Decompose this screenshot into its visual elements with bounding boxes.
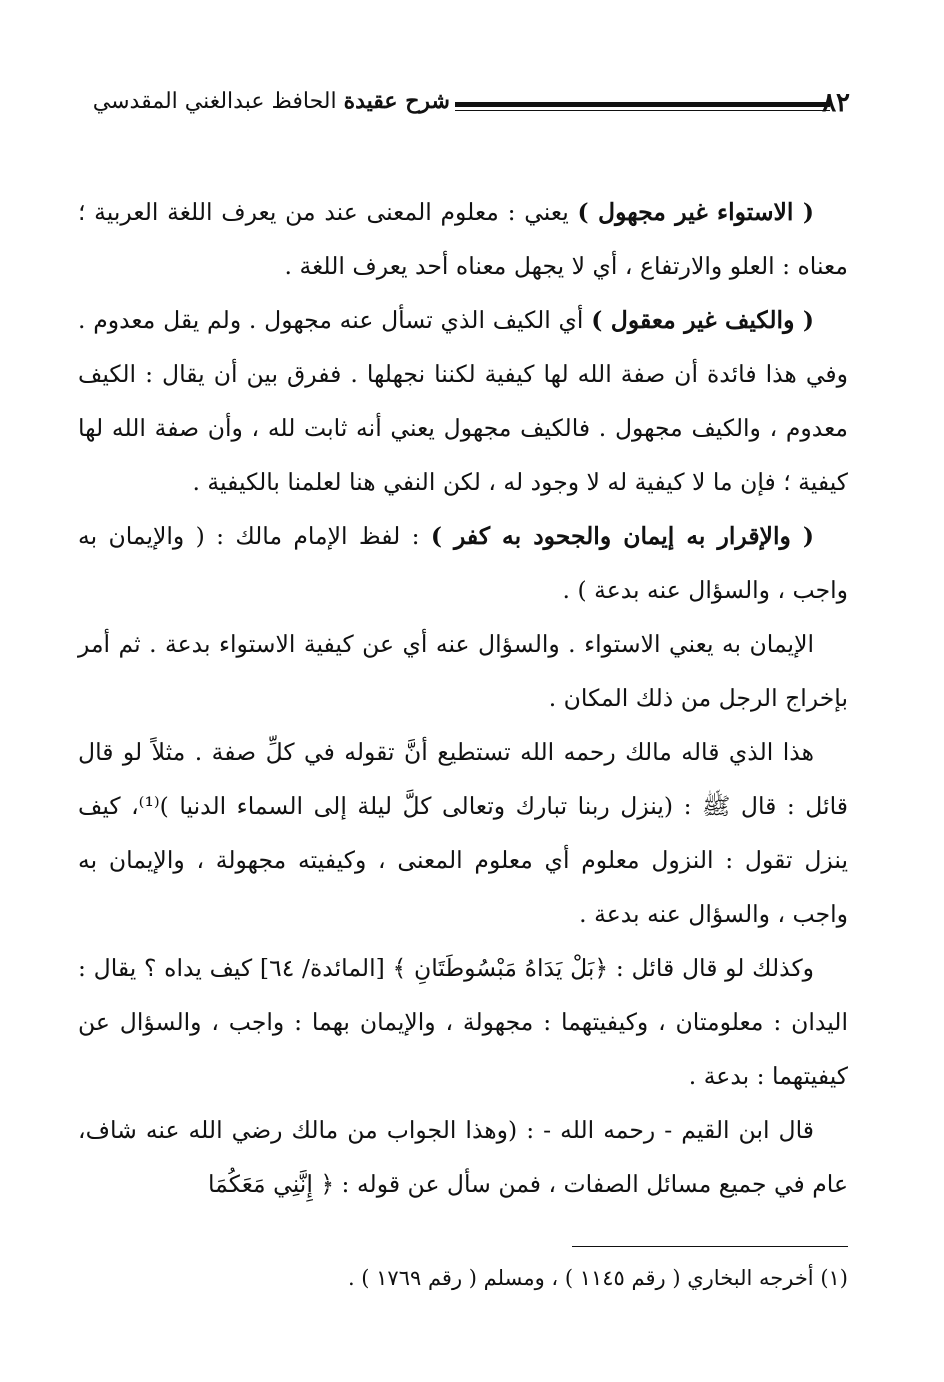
paragraph xyxy=(78,1103,848,1211)
running-title-rest: الحافظ عبدالغني المقدسي xyxy=(92,89,337,114)
paragraph xyxy=(78,185,848,293)
paragraph-lead: ( الاستواء غير مجهول ) xyxy=(577,198,815,226)
running-title xyxy=(60,88,450,114)
paragraph xyxy=(78,293,848,509)
paragraph xyxy=(78,509,848,617)
paragraph-text: : لفظ الإمام مالك : ( والإيمان به واجب ، والسؤال عنه بدعة ) . xyxy=(78,522,848,604)
page-number: ٨٢ xyxy=(822,88,850,118)
paragraph-text: وكذلك لو قال قائل : ﴿بَلْ يَدَاهُ مَبْسُوطَتَانِ ﴾ [المائدة/ ٦٤] كيف يداه ؟ يقال : اليدان : معلومتان ، وكيفيتهما : مجهولة ، والإيمان بهما : واجب ، والسؤال عن كيفيتهما : بدعة . xyxy=(78,954,848,1090)
body-text xyxy=(78,185,848,1211)
running-title-bold: شرح عقيدة xyxy=(343,88,450,114)
page-header xyxy=(60,86,850,130)
paragraph-text: قال ابن القيم - رحمه الله - : (وهذا الجواب من مالك رضي الله عنه شاف، عام في جميع مسائل الصفات ، فمن سأل عن قوله : ﴿ إِنَّنِي مَعَكُمَا xyxy=(78,1116,848,1198)
paragraph-text: الإيمان به يعني الاستواء . والسؤال عنه أي عن كيفية الاستواء بدعة . ثم أمر بإخراج الرجل من ذلك المكان . xyxy=(78,630,848,712)
paragraph-text: هذا الذي قاله مالك رحمه الله تستطيع أنَّ تقوله في كلِّ صفة . مثلاً لو قال قائل : قال ﷺ : (ينزل ربنا تبارك وتعالى كلَّ ليلة إلى السماء الدنيا )⁽¹⁾، كيف ينزل تقول : النزول معلوم أي معلوم المعنى ، وكيفيته مجهولة ، والإيمان به واجب ، والسؤال عنه بدعة . xyxy=(78,738,848,928)
paragraph xyxy=(78,941,848,1103)
header-rule xyxy=(455,102,830,111)
footnote: (١) أخرجه البخاري ( رقم ١١٤٥ ) ، ومسلم ( رقم ١٧٦٩ ) . xyxy=(347,1266,848,1290)
paragraph-text: أي الكيف الذي تسأل عنه مجهول . ولم يقل معدوم . وفي هذا فائدة أن صفة الله لها كيفية لكننا نجهلها . ففرق بين أن يقال : الكيف معدوم ، والكيف مجهول . فالكيف مجهول يعني أنه ثابت لله ، وأن صفة الله لها كيفية ؛ فإن ما لا كيفية له لا وجود له ، لكن النفي هنا لعلمنا بالكيفية . xyxy=(78,306,848,496)
paragraph xyxy=(78,617,848,725)
paragraph xyxy=(78,725,848,941)
footnote-rule xyxy=(572,1246,848,1247)
paragraph-lead: ( والإقرار به إيمان والجحود به كفر ) xyxy=(430,522,814,550)
paragraph-text: يعني : معلوم المعنى عند من يعرف اللغة العربية ؛ معناه : العلو والارتفاع ، أي لا يجهل معناه أحد يعرف اللغة . xyxy=(78,198,848,280)
paragraph-lead: ( والكيف غير معقول ) xyxy=(591,306,814,334)
